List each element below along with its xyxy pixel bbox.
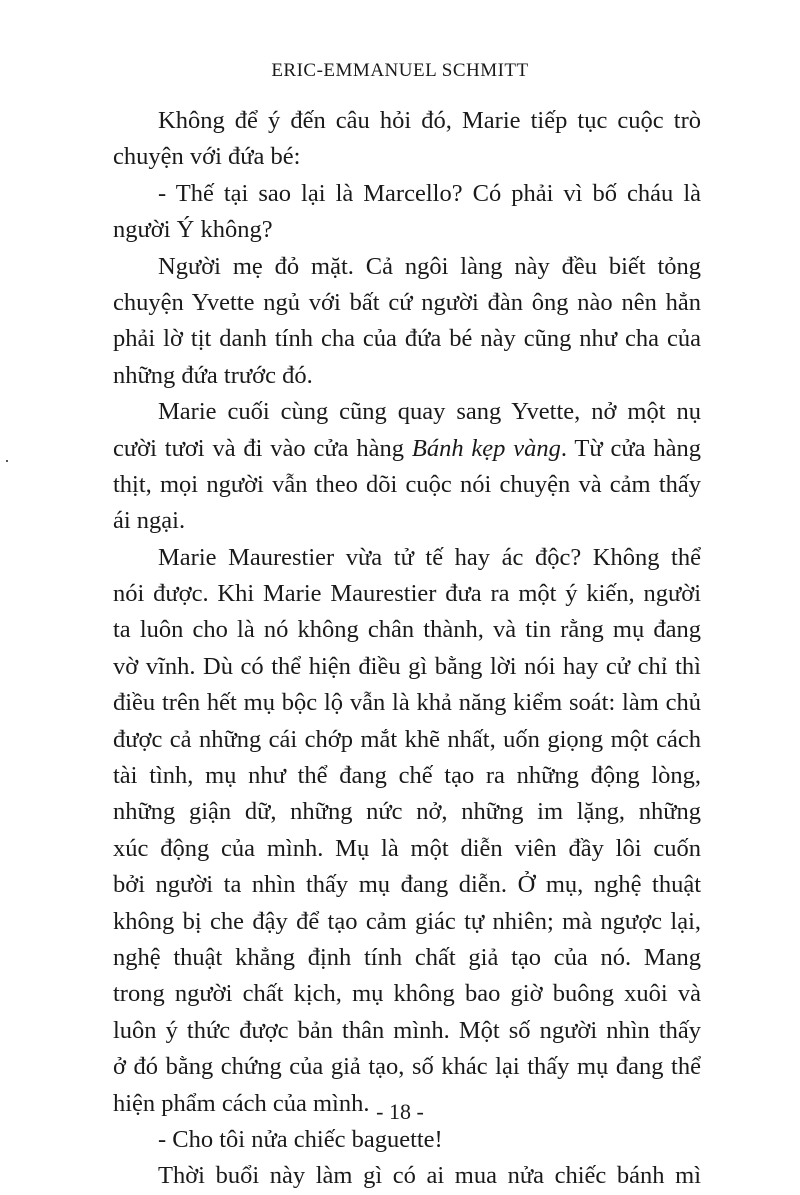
text-line: thịt, mọi người vẫn theo dõi cuộc nói chuyện và cảm thấy	[113, 470, 701, 498]
text-line: nói được. Khi Marie Maurestier đưa ra một ý kiến, người	[113, 580, 701, 608]
text-line: người Ý không?	[113, 216, 273, 244]
text-line: chuyện Yvette ngủ với bất cứ người đàn ông nào nên hẳn	[113, 288, 701, 316]
text-line: - Cho tôi nửa chiếc baguette!	[158, 1125, 443, 1153]
text-line: điều trên hết mụ bộc lộ vẫn là khả năng kiểm soát: làm chủ	[113, 689, 701, 717]
text-line: vờ vĩnh. Dù có thể hiện điều gì bằng lời nói hay cử chỉ thì	[113, 652, 701, 680]
text-line: Marie Maurestier vừa tử tế hay ác độc? Không thể	[158, 543, 701, 571]
text-line: tài tình, mụ như thể đang chế tạo ra những động lòng,	[113, 762, 701, 790]
text-line: luôn ý thức được bản thân mình. Một số người nhìn thấy	[113, 1016, 701, 1044]
text-line: ta luôn cho là nó không chân thành, và tin rằng mụ đang	[113, 616, 701, 644]
text-line: những đứa trước đó.	[113, 361, 313, 389]
text-line: - Thế tại sao lại là Marcello? Có phải vì bố cháu là	[158, 179, 701, 207]
shop-name-italic: Bánh kẹp vàng	[411, 434, 561, 462]
text-line: không bị che đậy để tạo cảm giác tự nhiên; mà ngược lại,	[113, 907, 701, 935]
text-line: ở đó bằng chứng của giả tạo, số khác lại thấy mụ đang thể	[113, 1053, 701, 1081]
text-line: nghệ thuật khẳng định tính chất giả tạo của nó. Mang	[113, 943, 701, 971]
running-header: ERIC-EMMANUEL SCHMITT	[271, 60, 529, 81]
text-line: Marie cuối cùng cũng quay sang Yvette, nở một nụ	[158, 398, 701, 426]
text-line: bởi người ta nhìn thấy mụ đang diễn. Ở mụ, nghệ thuật	[113, 871, 701, 899]
text-line: xúc động của mình. Mụ là một diễn viên đầy lôi cuốn	[113, 834, 701, 862]
text-run: cười tươi và đi vào cửa hàng	[113, 434, 412, 462]
text-line: Người mẹ đỏ mặt. Cả ngôi làng này đều biết tỏng	[158, 252, 701, 280]
text-run: . Từ cửa hàng	[560, 434, 701, 462]
scan-speck	[6, 460, 8, 462]
body-text	[113, 103, 701, 1195]
text-line: ái ngại.	[113, 507, 186, 535]
text-line: trong người chất kịch, mụ không bao giờ buông xuôi và	[113, 980, 701, 1008]
text-line: chuyện với đứa bé:	[113, 143, 301, 171]
page-number: - 18 -	[376, 1099, 424, 1124]
text-line: Thời buổi này làm gì có ai mua nửa chiếc bánh mì	[158, 1162, 701, 1190]
text-line: phải lờ tịt danh tính cha của đứa bé này cũng như cha của	[113, 325, 701, 353]
text-line: hiện phẩm cách của mình.	[113, 1089, 370, 1117]
text-line: Không để ý đến câu hỏi đó, Marie tiếp tục cuộc trò	[158, 107, 701, 134]
text-line	[113, 431, 701, 467]
text-line: được cả những cái chớp mắt khẽ nhất, uốn giọng một cách	[113, 725, 701, 753]
text-line: những giận dữ, những nức nở, những im lặng, những	[113, 798, 701, 826]
